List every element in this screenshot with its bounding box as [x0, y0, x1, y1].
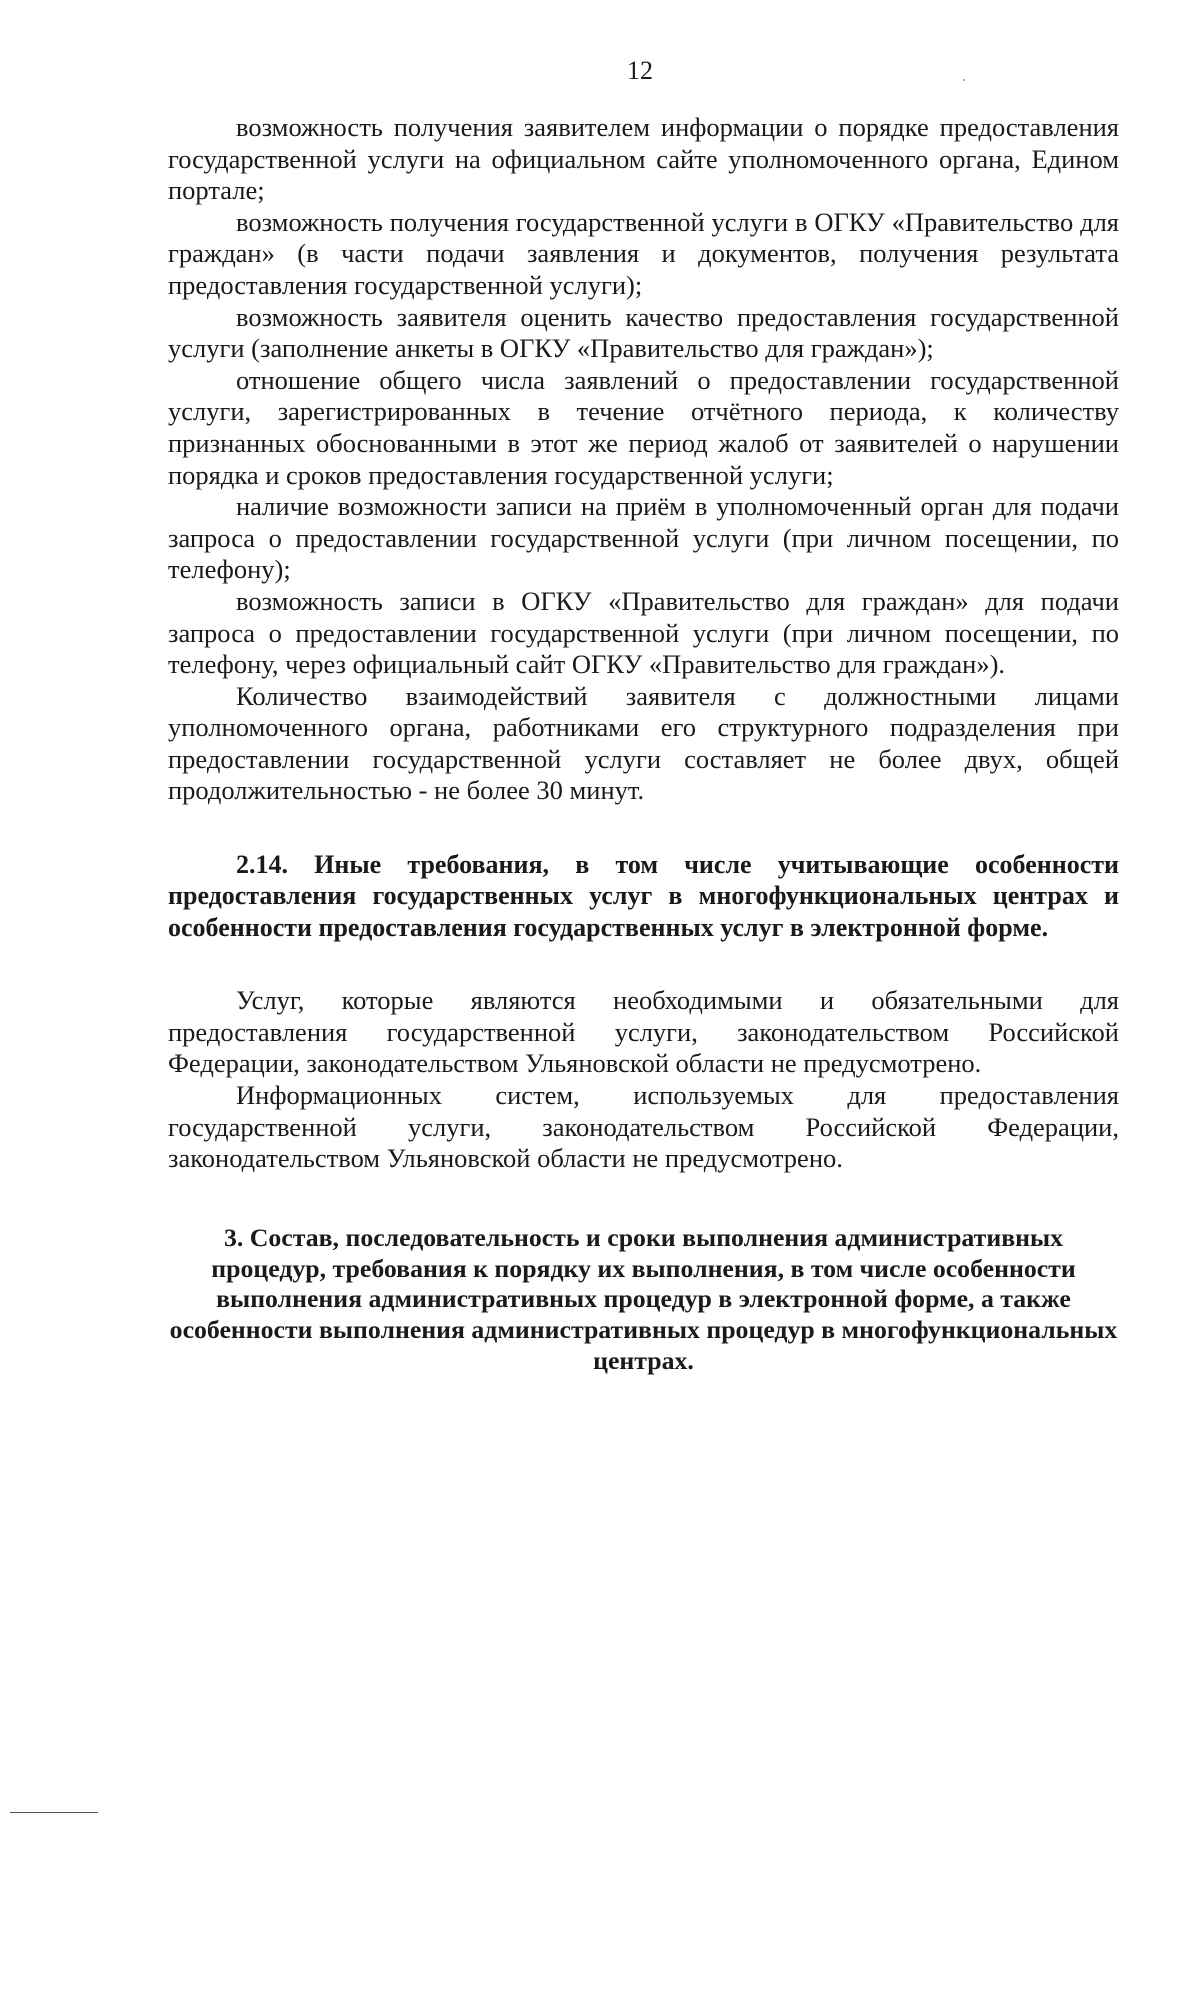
paragraph-quality-assessment: возможность заявителя оценить качество предоставления государственной услуги (заполнение анкеты в ОГКУ «Правительство для граждан»);	[168, 301, 1119, 364]
paragraph-required-services: Услуг, которые являются необходимыми и обязательными для предоставления государственной услуги, законодательством Российской Федерации, законодательством Ульяновской области не предусмотрено.	[168, 985, 1119, 1079]
chapter-heading-3: 3. Состав, последовательность и сроки выполнения административных процедур, требования к порядку их выполнения, в том числе особенности выполнения административных процедур в электронной форме, а также особенности выполнения административных процедур в многофункциональных центрах.	[169, 1222, 1118, 1376]
paragraph-appointment-ogku: возможность записи в ОГКУ «Правительство для граждан» для подачи запроса о предоставлении государственной услуги (при личном посещении, по телефону, через официальный сайт ОГКУ «Правительство для граждан»).	[168, 585, 1119, 680]
paragraph-interactions-count: Количество взаимодействий заявителя с должностными лицами уполномоченного органа, работниками его структурного подразделения при предоставлении государственной услуги составляет не более двух, общей продолжительностью - не более 30 минут.	[168, 680, 1119, 806]
scan-artifact-dot	[963, 79, 965, 81]
paragraph-complaints-ratio: отношение общего числа заявлений о предоставлении государственной услуги, зарегистрированных в течение отчётного периода, к количеству признанных обоснованными в этот же период жалоб от заявителей о нарушении порядка и сроков предоставления государственной услуги;	[168, 364, 1119, 490]
page-number: 12	[627, 56, 653, 85]
footnote-separator-line	[10, 1812, 98, 1813]
section-heading-2-14: 2.14. Иные требования, в том числе учитывающие особенности предоставления государственных услуг в многофункциональных центрах и особенности предоставления государственных услуг в электронной форме.	[168, 850, 1119, 942]
paragraph-appointment-authority: наличие возможности записи на приём в уполномоченный орган для подачи запроса о предоставлении государственной услуги (при личном посещении, по телефону);	[168, 491, 1119, 585]
paragraph-ogku-service: возможность получения государственной услуги в ОГКУ «Правительство для граждан» (в части подачи заявления и документов, получения результата предоставления государственной услуги);	[168, 206, 1119, 300]
paragraph-information-systems: Информационных систем, используемых для предоставления государственной услуги, законодательством Российской Федерации, законодательством Ульяновской области не предусмотрено.	[168, 1080, 1119, 1174]
paragraph-info-availability: возможность получения заявителем информации о порядке предоставления государственной услуги на официальном сайте уполномоченного органа, Едином портале;	[168, 112, 1119, 206]
document-body	[168, 112, 1119, 1377]
